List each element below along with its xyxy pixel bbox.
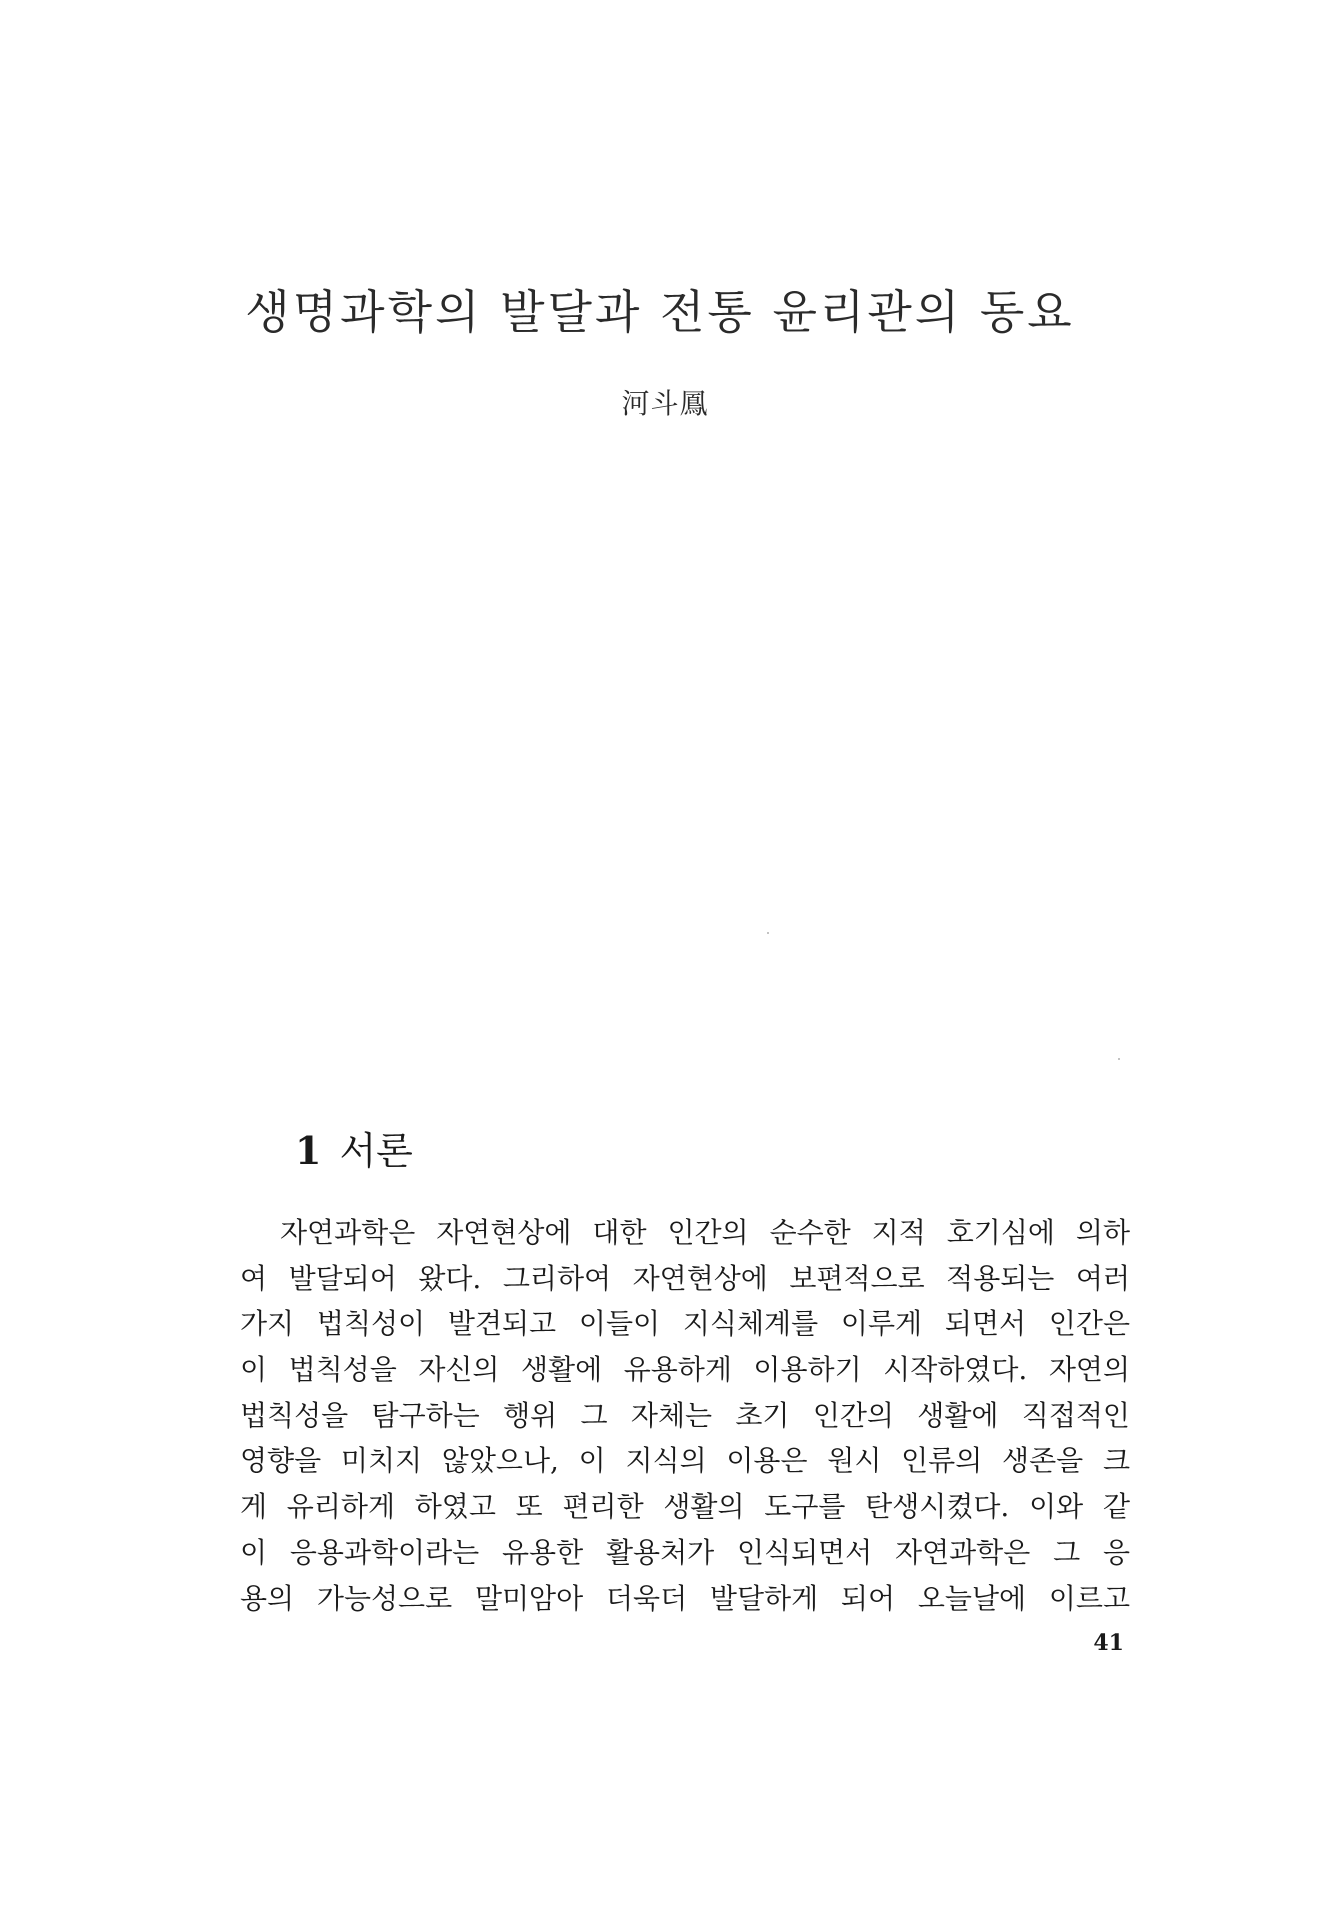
body-paragraph <box>240 1210 1130 1621</box>
paragraph-line: 영향을 미치지 않았으나, 이 지식의 이용은 원시 인류의 생존을 크 <box>240 1444 1130 1478</box>
section-heading <box>295 1125 413 1177</box>
author-name: 河斗鳳 <box>621 387 709 420</box>
scan-speck <box>1118 1058 1120 1060</box>
paragraph-line: 이 법칙성을 자신의 생활에 유용하게 이용하기 시작하였다. 자연의 <box>240 1353 1130 1387</box>
section-title: 서론 <box>339 1129 413 1173</box>
paragraph-line: 게 유리하게 하였고 또 편리한 생활의 도구를 탄생시켰다. 이와 같 <box>240 1490 1130 1524</box>
article-title: 생명과학의 발달과 전통 윤리관의 동요 <box>245 285 1075 339</box>
paragraph-line: 법칙성을 탐구하는 행위 그 자체는 초기 인간의 생활에 직접적인 <box>240 1398 1130 1432</box>
paragraph-line: 가지 법칙성이 발견되고 이들이 지식체계를 이루게 되면서 인간은 <box>240 1307 1130 1341</box>
page-number: 41 <box>1093 1630 1124 1656</box>
section-number: 1 <box>295 1128 322 1173</box>
paragraph-line: 자연과학은 자연현상에 대한 인간의 순수한 지적 호기심에 의하 <box>280 1216 1130 1249</box>
paragraph-line: 여 발달되어 왔다. 그리하여 자연현상에 보편적으로 적용되는 여러 <box>240 1261 1130 1295</box>
paragraph-line: 이 응용과학이라는 유용한 활용처가 인식되면서 자연과학은 그 응 <box>240 1535 1130 1569</box>
paragraph-line: 용의 가능성으로 말미암아 더욱더 발달하게 되어 오늘날에 이르고 <box>240 1581 1130 1615</box>
scan-speck <box>767 932 769 934</box>
